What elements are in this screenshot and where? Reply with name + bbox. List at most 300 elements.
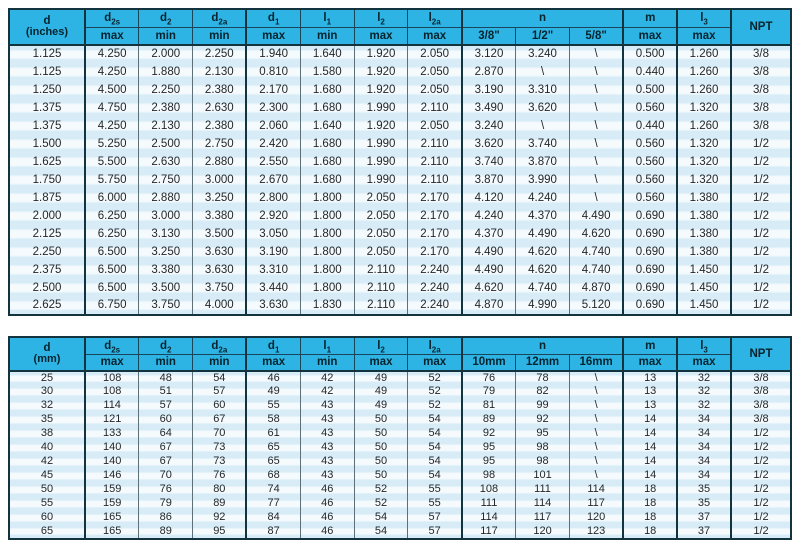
table-cell: 2.110 [408, 135, 462, 153]
table-cell: 2.110 [408, 171, 462, 189]
col-subheader-d2s: max [85, 354, 139, 371]
table-row [9, 135, 791, 153]
col-subheader-l2a: max [408, 354, 462, 371]
table-cell: 1/2 [731, 297, 791, 315]
col-subheader-d2a: min [193, 27, 247, 45]
table-cell: 4.870 [569, 279, 623, 297]
col-header-d: d (mm) [9, 337, 85, 371]
table-cell: 3/8 [731, 63, 791, 81]
table-row [9, 399, 791, 413]
table-cell: 1.450 [677, 279, 731, 297]
table-cell: \ [569, 469, 623, 483]
table-cell: 35 [677, 483, 731, 497]
table-cell: 95 [462, 441, 516, 455]
table-cell: 52 [354, 483, 408, 497]
table-cell: 49 [246, 385, 300, 399]
table-cell: 3.500 [139, 279, 193, 297]
table-cell: 13 [623, 385, 677, 399]
table-cell: 1/2 [731, 525, 791, 539]
table-cell: 2.110 [408, 99, 462, 117]
table-cell: 2.170 [408, 189, 462, 207]
table-cell: 1.920 [354, 63, 408, 81]
table-cell: 34 [677, 469, 731, 483]
table-cell: 70 [193, 427, 247, 441]
table-cell: 73 [193, 455, 247, 469]
table-cell: 4.000 [193, 297, 247, 315]
table-row [9, 279, 791, 297]
table-cell: 2.300 [246, 99, 300, 117]
col-header-l2a: $l_{2a}$ [408, 9, 462, 27]
table-cell: 18 [623, 511, 677, 525]
table-cell: 0.690 [623, 207, 677, 225]
table-cell: 1.680 [300, 135, 354, 153]
table-cell: 14 [623, 441, 677, 455]
col-subheader-n-size: 1/2" [516, 27, 570, 45]
table-cell: 3.190 [246, 243, 300, 261]
table-cell: 45 [9, 469, 85, 483]
table-cell: 1.800 [300, 207, 354, 225]
table-cell: 3.130 [139, 225, 193, 243]
col-subheader-d2: min [139, 27, 193, 45]
table-cell: 92 [193, 511, 247, 525]
table-row [9, 297, 791, 315]
table-cell: 1.450 [677, 261, 731, 279]
col-subheader-l2a: max [408, 27, 462, 45]
table-cell: 46 [300, 511, 354, 525]
table-cell: 55 [9, 497, 85, 511]
table-cell: 34 [677, 455, 731, 469]
col-header-d1: $d_1$ [246, 337, 300, 354]
table-cell: 0.690 [623, 225, 677, 243]
table-cell: 34 [677, 441, 731, 455]
metric-dimension-table [8, 336, 792, 540]
table-cell: 42 [9, 455, 85, 469]
table-cell: 6.750 [85, 297, 139, 315]
table-cell: \ [569, 81, 623, 99]
table-cell: 1.260 [677, 45, 731, 63]
table-cell: 6.000 [85, 189, 139, 207]
table-cell: 5.120 [569, 297, 623, 315]
table-cell: 2.130 [139, 117, 193, 135]
col-header-l2a: $l_{2a}$ [408, 337, 462, 354]
table-cell: 4.750 [85, 99, 139, 117]
table-row [9, 469, 791, 483]
table-cell: 46 [300, 525, 354, 539]
table-cell: 1.800 [300, 279, 354, 297]
table-cell: 3.750 [139, 297, 193, 315]
table-cell: 1.800 [300, 225, 354, 243]
table-cell: 1.260 [677, 81, 731, 99]
table-cell: 50 [354, 455, 408, 469]
table-cell: 13 [623, 399, 677, 413]
table-cell: 2.380 [193, 81, 247, 99]
table-cell: 54 [408, 469, 462, 483]
table-cell: 114 [569, 483, 623, 497]
table-cell: 117 [516, 511, 570, 525]
table-cell: 43 [300, 413, 354, 427]
table-cell: 4.240 [516, 189, 570, 207]
table-cell: 84 [246, 511, 300, 525]
table-cell: 50 [354, 469, 408, 483]
table-cell: 2.170 [408, 207, 462, 225]
table-cell: 114 [462, 511, 516, 525]
table-cell: 3.120 [462, 45, 516, 63]
table-cell: 1.640 [300, 45, 354, 63]
table-cell: 3.380 [139, 261, 193, 279]
table-cell: 57 [408, 511, 462, 525]
col-header-m: m [623, 337, 677, 354]
col-subheader-l2: max [354, 354, 408, 371]
table-cell: 67 [139, 441, 193, 455]
table-cell: 2.670 [246, 171, 300, 189]
table-cell: 2.920 [246, 207, 300, 225]
table-cell: 2.125 [9, 225, 85, 243]
table-cell: 2.375 [9, 261, 85, 279]
table-cell: 57 [193, 385, 247, 399]
table-cell: 92 [462, 427, 516, 441]
table-cell: \ [569, 441, 623, 455]
col-subheader-d2a: min [193, 354, 247, 371]
inch-dimension-table [8, 8, 792, 316]
table-cell: 74 [246, 483, 300, 497]
table-cell: 4.870 [462, 297, 516, 315]
table-cell: 0.440 [623, 117, 677, 135]
table-cell: 79 [139, 497, 193, 511]
table-cell: 54 [408, 455, 462, 469]
table-row [9, 189, 791, 207]
table-cell: 140 [85, 441, 139, 455]
table-cell: 52 [408, 385, 462, 399]
table-cell: 3.490 [462, 99, 516, 117]
table-cell: 2.050 [408, 63, 462, 81]
table-cell: 1.680 [300, 153, 354, 171]
table-cell: 32 [677, 399, 731, 413]
table-cell: 99 [516, 399, 570, 413]
col-subheader-n-size: 5/8" [569, 27, 623, 45]
table-cell: 1.320 [677, 153, 731, 171]
table-cell: 1/2 [731, 207, 791, 225]
table-row [9, 483, 791, 497]
table-cell: 120 [516, 525, 570, 539]
col-subheader-d1: max [246, 354, 300, 371]
table-cell: 2.550 [246, 153, 300, 171]
table-cell: 0.560 [623, 171, 677, 189]
table-cell: 6.250 [85, 225, 139, 243]
table-cell: 3.310 [246, 261, 300, 279]
table-cell: 2.625 [9, 297, 85, 315]
table-cell: 3.240 [462, 117, 516, 135]
table-cell: 68 [246, 469, 300, 483]
table-cell: 76 [193, 469, 247, 483]
table-cell: 2.050 [408, 117, 462, 135]
col-header-m: m [623, 9, 677, 27]
table-cell: 54 [408, 413, 462, 427]
table-cell: 2.250 [193, 45, 247, 63]
table-cell: 1.800 [300, 243, 354, 261]
table-cell: 37 [677, 511, 731, 525]
table-cell: 98 [462, 469, 516, 483]
table-cell: 1.500 [9, 135, 85, 153]
table-cell: 46 [300, 497, 354, 511]
table-cell: 0.440 [623, 63, 677, 81]
table-cell: 70 [139, 469, 193, 483]
table-row [9, 525, 791, 539]
table-cell: 51 [139, 385, 193, 399]
table-cell: 1.320 [677, 99, 731, 117]
table-cell: 1.380 [677, 243, 731, 261]
table-cell: \ [516, 63, 570, 81]
table-cell: 1.680 [300, 81, 354, 99]
table-cell: 159 [85, 483, 139, 497]
table-cell: 4.740 [569, 261, 623, 279]
table-cell: 2.870 [462, 63, 516, 81]
table-cell: 0.560 [623, 99, 677, 117]
table-cell: 2.170 [246, 81, 300, 99]
table-cell: 4.620 [516, 261, 570, 279]
table-cell: \ [569, 455, 623, 469]
col-header-d2a: $d_{2a}$ [193, 9, 247, 27]
table-cell: 2.750 [193, 135, 247, 153]
table-cell: 2.380 [139, 99, 193, 117]
table-cell: 1.940 [246, 45, 300, 63]
table-cell: 3/8 [731, 117, 791, 135]
table-cell: 67 [139, 455, 193, 469]
table-cell: 48 [139, 371, 193, 385]
table-cell: 35 [9, 413, 85, 427]
table-cell: 2.050 [354, 189, 408, 207]
table-cell: 2.060 [246, 117, 300, 135]
table-cell: 1.880 [139, 63, 193, 81]
table-cell: 1.640 [300, 117, 354, 135]
table-cell: 1.625 [9, 153, 85, 171]
table-cell: 52 [408, 371, 462, 385]
table-cell: \ [569, 189, 623, 207]
table-cell: 43 [300, 427, 354, 441]
table-cell: 95 [516, 427, 570, 441]
table-cell: 67 [193, 413, 247, 427]
table-cell: 1/2 [731, 171, 791, 189]
table-cell: 0.560 [623, 189, 677, 207]
table-cell: 4.370 [462, 225, 516, 243]
table-cell: 1.375 [9, 99, 85, 117]
col-subheader-n-size: 12mm [516, 354, 570, 371]
table-cell: 25 [9, 371, 85, 385]
table-cell: 95 [462, 455, 516, 469]
table-cell: 50 [354, 413, 408, 427]
table-row [9, 63, 791, 81]
col-header-n: n [462, 9, 623, 27]
table-cell: 5.750 [85, 171, 139, 189]
table-cell: 50 [354, 441, 408, 455]
table-cell: 34 [677, 413, 731, 427]
table-cell: 60 [139, 413, 193, 427]
table-cell: 37 [677, 525, 731, 539]
table-cell: 1.125 [9, 45, 85, 63]
table-cell: 2.240 [408, 297, 462, 315]
table-cell: 58 [246, 413, 300, 427]
col-header-npt: NPT [731, 337, 791, 371]
table-cell: \ [569, 399, 623, 413]
table-cell: 2.110 [408, 153, 462, 171]
table-row [9, 99, 791, 117]
table-cell: 4.250 [85, 63, 139, 81]
col-header-l2: $l_2$ [354, 9, 408, 27]
table-cell: 1.920 [354, 45, 408, 63]
table-cell: 30 [9, 385, 85, 399]
table-row [9, 427, 791, 441]
table-cell: 1.125 [9, 63, 85, 81]
table-cell: 1/2 [731, 483, 791, 497]
table-cell: 108 [85, 385, 139, 399]
table-cell: 2.880 [193, 153, 247, 171]
col-header-d: d (inches) [9, 9, 85, 45]
table-cell: 0.690 [623, 243, 677, 261]
table-cell: 3.620 [516, 99, 570, 117]
table-cell: 1/2 [731, 427, 791, 441]
table-cell: 120 [569, 511, 623, 525]
table-cell: 42 [300, 371, 354, 385]
table-cell: 46 [246, 371, 300, 385]
table-cell: 117 [462, 525, 516, 539]
table-cell: 65 [9, 525, 85, 539]
col-header-n: n [462, 337, 623, 354]
table-cell: \ [569, 371, 623, 385]
table-cell: 43 [300, 441, 354, 455]
table-cell: 2.050 [408, 45, 462, 63]
table-cell: 54 [408, 441, 462, 455]
table-cell: 1/2 [731, 469, 791, 483]
table-cell: 32 [677, 371, 731, 385]
col-subheader-m: max [623, 27, 677, 45]
col-header-d1: $d_1$ [246, 9, 300, 27]
table-cell: 1.750 [9, 171, 85, 189]
table-cell: 114 [516, 497, 570, 511]
table-cell: 89 [193, 497, 247, 511]
table-cell: 4.490 [462, 261, 516, 279]
table-cell: 87 [246, 525, 300, 539]
table-cell: 3.870 [462, 171, 516, 189]
col-subheader-d1: max [246, 27, 300, 45]
table-cell: 42 [300, 385, 354, 399]
table-cell: 1.875 [9, 189, 85, 207]
table-row [9, 171, 791, 189]
col-subheader-n-size: 10mm [462, 354, 516, 371]
table-cell: 1/2 [731, 455, 791, 469]
table-cell: 3/8 [731, 45, 791, 63]
table-cell: 2.630 [193, 99, 247, 117]
table-cell: \ [569, 63, 623, 81]
table-cell: 4.620 [462, 279, 516, 297]
table-cell: 78 [516, 371, 570, 385]
table-cell: 159 [85, 497, 139, 511]
table-cell: 2.110 [354, 297, 408, 315]
table-cell: 101 [516, 469, 570, 483]
table-cell: 3.740 [462, 153, 516, 171]
table-cell: 3/8 [731, 399, 791, 413]
table-cell: 14 [623, 427, 677, 441]
table-cell: 52 [354, 497, 408, 511]
table-cell: 165 [85, 525, 139, 539]
table-cell: 4.490 [569, 207, 623, 225]
col-header-l3: $l_3$ [677, 337, 731, 354]
table-cell: 2.750 [139, 171, 193, 189]
table-cell: 2.500 [9, 279, 85, 297]
table-cell: \ [569, 99, 623, 117]
table-row [9, 385, 791, 399]
table-cell: 1/2 [731, 497, 791, 511]
table-row [9, 511, 791, 525]
table-cell: 43 [300, 455, 354, 469]
table-cell: 43 [300, 469, 354, 483]
table-cell: \ [569, 153, 623, 171]
table-cell: 4.240 [462, 207, 516, 225]
table-cell: 3.990 [516, 171, 570, 189]
table-row [9, 225, 791, 243]
col-subheader-n-size: 3/8" [462, 27, 516, 45]
table-cell: 38 [9, 427, 85, 441]
table-cell: \ [569, 45, 623, 63]
table-cell: 3.000 [139, 207, 193, 225]
table-cell: 60 [9, 511, 85, 525]
table-row [9, 441, 791, 455]
table-cell: 89 [139, 525, 193, 539]
table-cell: 1/2 [731, 189, 791, 207]
table-cell: 3.440 [246, 279, 300, 297]
table-cell: 55 [408, 497, 462, 511]
table-cell: 0.690 [623, 279, 677, 297]
table-cell: 4.250 [85, 117, 139, 135]
col-subheader-d2: min [139, 354, 193, 371]
table-cell: 4.740 [516, 279, 570, 297]
table-cell: 2.240 [408, 279, 462, 297]
table-cell: 2.050 [354, 243, 408, 261]
table-cell: 4.490 [516, 225, 570, 243]
table-cell: 4.370 [516, 207, 570, 225]
table-cell: 98 [516, 441, 570, 455]
table-cell: 1/2 [731, 279, 791, 297]
table-cell: 14 [623, 469, 677, 483]
table-cell: 57 [408, 525, 462, 539]
table-cell: 3.050 [246, 225, 300, 243]
table-cell: 55 [246, 399, 300, 413]
table-cell: \ [569, 385, 623, 399]
table-cell: 1.375 [9, 117, 85, 135]
table-cell: 2.420 [246, 135, 300, 153]
table-cell: 2.110 [354, 279, 408, 297]
table-cell: 3/8 [731, 413, 791, 427]
col-header-d2s: $d_{2s}$ [85, 9, 139, 27]
table-cell: 121 [85, 413, 139, 427]
table-cell: 1/2 [731, 261, 791, 279]
table-cell: 3.190 [462, 81, 516, 99]
table-cell: 3.630 [193, 261, 247, 279]
table-cell: 6.250 [85, 207, 139, 225]
table-cell: 165 [85, 511, 139, 525]
table-row [9, 497, 791, 511]
table-cell: 1.580 [300, 63, 354, 81]
table-cell: \ [569, 117, 623, 135]
table-cell: 2.500 [139, 135, 193, 153]
table-cell: 111 [462, 497, 516, 511]
table-cell: 2.240 [408, 261, 462, 279]
table-cell: 52 [408, 399, 462, 413]
table-cell: 76 [462, 371, 516, 385]
table-cell: 3.240 [516, 45, 570, 63]
table-cell: 117 [569, 497, 623, 511]
table-cell: 49 [354, 399, 408, 413]
table-row [9, 45, 791, 63]
table-cell: 3.630 [246, 297, 300, 315]
